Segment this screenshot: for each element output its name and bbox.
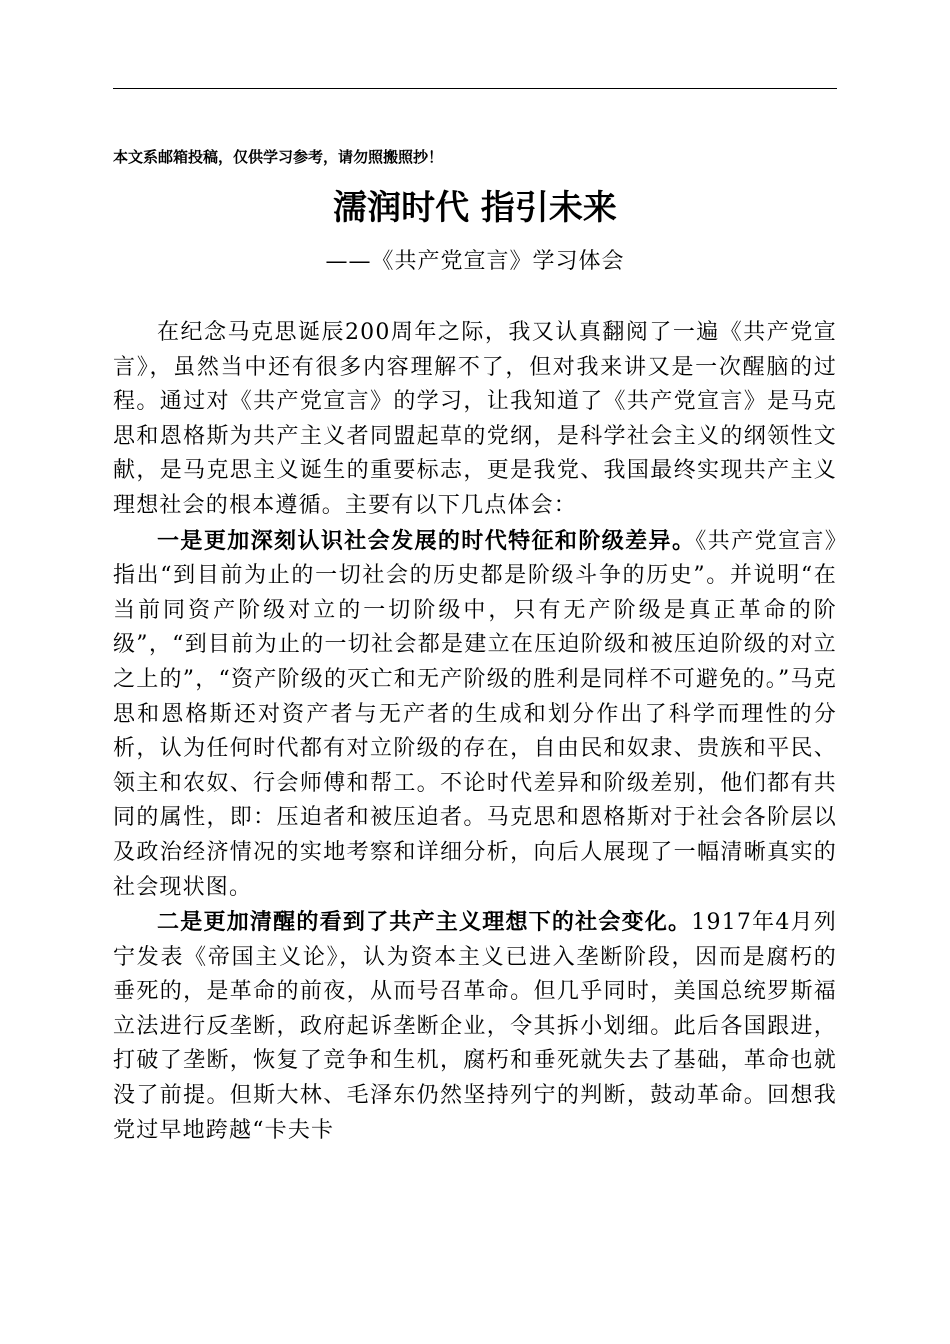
paragraph-text: 1917年4月列宁发表《帝国主义论》，认为资本主义已进入垄断阶段，因而是腐朽的垂死的，是革命的前夜，从而号召革命。但几乎同时，美国总统罗斯福立法进行反垄断，政府起诉垄断企业，令其拆小划细。此后各国跟进，打破了垄断，恢复了竞争和生机，腐朽和垂死就失去了基础，革命也就没了前提。但斯大林、毛泽东仍然坚持列宁的判断，鼓动革命。回想我党过早地跨越“卡夫卡 xyxy=(113,910,837,1143)
submission-notice: 本文系邮箱投稿，仅供学习参考，请勿照搬照抄！ xyxy=(113,148,444,166)
paragraph-text: 《共产党宣言》指出“到目前为止的一切社会的历史都是阶级斗争的历史”。并说明“在当前同资产阶级对立的一切阶级中，只有无产阶级是真正革命的阶级”，“到目前为止的一切社会都是建立在压迫阶级和被压迫阶级的对立之上的”，“资产阶级的灭亡和无产阶级的胜利是同样不可避免的。”马克思和恩格斯还对资产者与无产者的生成和划分作出了科学而理性的分析，认为任何时代都有对立阶级的存在，自由民和奴隶、贵族和平民、领主和农奴、行会师傅和帮工。不论时代差异和阶级差别，他们都有共同的属性，即：压迫者和被压迫者。马克思和恩格斯对于社会各阶层以及政治经济情况的实地考察和详细分析，向后人展现了一幅清晰真实的社会现状图。 xyxy=(113,528,837,900)
document-body xyxy=(113,315,837,1148)
paragraph-intro xyxy=(113,315,837,524)
header-rule xyxy=(113,88,837,89)
paragraph-text: 在纪念马克思诞辰200周年之际，我又认真翻阅了一遍《共产党宣言》，虽然当中还有很多内容理解不了，但对我来讲又是一次醒脑的过程。通过对《共产党宣言》的学习，让我知道了《共产党宣言》是马克思和恩格斯为共产主义者同盟起草的党纲，是科学社会主义的纲领性文献，是马克思主义诞生的重要标志，更是我党、我国最终实现共产主义理想社会的根本遵循。主要有以下几点体会： xyxy=(113,320,837,518)
document-title: 濡润时代 指引未来 xyxy=(333,188,617,228)
paragraph-point-one xyxy=(113,524,837,906)
paragraph-lead: 一是更加深刻认识社会发展的时代特征和阶级差异。 xyxy=(157,527,696,554)
document-subtitle: ——《共产党宣言》学习体会 xyxy=(325,249,625,274)
paragraph-point-two xyxy=(113,905,837,1148)
paragraph-lead: 二是更加清醒的看到了共产主义理想下的社会变化。 xyxy=(157,909,692,936)
